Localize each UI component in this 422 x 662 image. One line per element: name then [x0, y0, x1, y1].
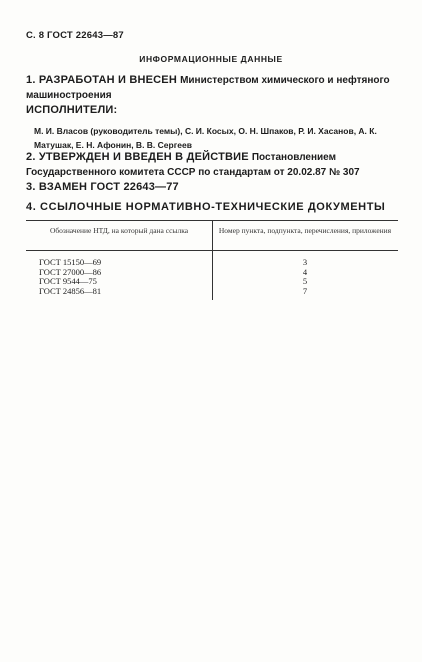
section-approved	[26, 150, 398, 180]
table-cell-document: ГОСТ 24856—81	[39, 285, 102, 296]
table-cell-item: 7	[302, 285, 308, 296]
table-cell-item: 3	[302, 257, 308, 267]
table-row	[26, 287, 398, 297]
table-cell-document: ГОСТ 15150—69	[39, 257, 102, 267]
performers-list: М. И. Власов (руководитель темы), С. И. Косых, О. Н. Шпаков, Р. И. Хасанов, А. К. Матушак, Е. Н. Афонин, В. В. Сергеев	[34, 126, 377, 150]
table-header-item: Номер пункта, подпункта, перечисления, приложения	[218, 226, 392, 235]
table-body	[26, 258, 398, 296]
section-approved-text: Постановлением Государственного комитета СССР по стандартам от 20.02.87 № 307	[26, 152, 360, 178]
table-cell-item: 4	[302, 266, 308, 277]
page-header: С. 8 ГОСТ 22643—87	[26, 30, 124, 41]
table-cell-document: ГОСТ 9544—75	[39, 276, 97, 286]
section-replaces-lead: 3. ВЗАМЕН ГОСТ 22643—77	[26, 181, 179, 193]
section-replaces	[26, 180, 398, 195]
performers-heading-text: ИСПОЛНИТЕЛИ	[26, 104, 114, 116]
table-header-document: Обозначение НТД, на который дана ссылка	[49, 226, 189, 235]
section-approved-lead: 2. УТВЕРЖДЕН И ВВЕДЕН В ДЕЙСТВИЕ	[26, 151, 249, 163]
section-references-lead: 4. ССЫЛОЧНЫЕ НОРМАТИВНО-ТЕХНИЧЕСКИЕ ДОКУМЕНТЫ	[26, 201, 386, 213]
info-title: ИНФОРМАЦИОННЫЕ ДАННЫЕ	[139, 54, 283, 64]
section-developed	[26, 73, 398, 103]
section-developed-lead: 1. РАЗРАБОТАН И ВНЕСЕН	[26, 74, 177, 86]
section-developed-text: Министерством химического и нефтяного машиностроения	[26, 75, 390, 101]
table-cell-document: ГОСТ 27000—86	[39, 266, 102, 277]
section-references	[26, 200, 398, 215]
performers-heading: ИСПОЛНИТЕЛИ:	[26, 104, 118, 116]
table-cell-item: 5	[302, 276, 308, 286]
